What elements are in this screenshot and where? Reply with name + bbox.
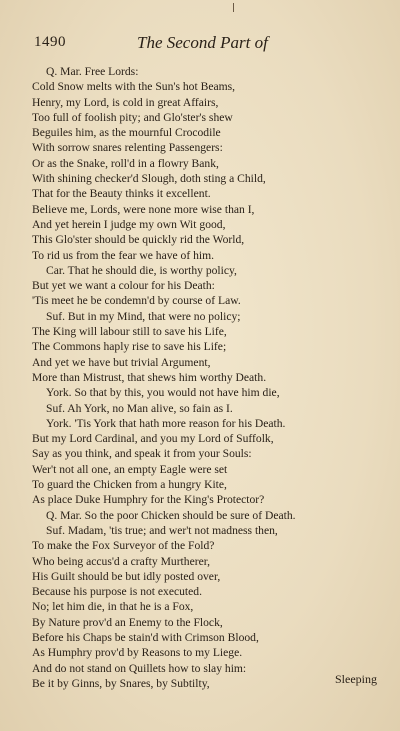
- running-head: [34, 34, 364, 54]
- text-line: That for the Beauty thinks it excellent.: [32, 187, 211, 201]
- text-line: Henry, my Lord, is cold in great Affairs,: [32, 95, 219, 109]
- text-line: Before his Chaps be stain'd with Crimson Blood,: [32, 630, 259, 644]
- text-line: To make the Fox Surveyor of the Fold?: [32, 539, 215, 553]
- text-line: Suf. Madam, 'tis true; and wer't not madness then,: [46, 523, 278, 537]
- text-line: York. So that by this, you would not have him die,: [46, 386, 280, 400]
- catchword: Sleeping: [335, 672, 377, 686]
- text-line: Or as the Snake, roll'd in a flowry Bank,: [32, 156, 219, 170]
- text-line: More than Mistrust, that shews him worthy Death.: [32, 370, 267, 384]
- text-line: His Guilt should be but idly posted over,: [32, 569, 221, 583]
- text-line: 'Tis meet he be condemn'd by course of Law.: [32, 294, 241, 308]
- running-title: The Second Part of: [137, 33, 268, 52]
- text-line: To guard the Chicken from a hungry Kite,: [32, 478, 227, 492]
- text-line: The Commons haply rise to save his Life;: [32, 340, 227, 354]
- text-line: Suf. But in my Mind, that were no policy;: [46, 309, 241, 323]
- text-line: But my Lord Cardinal, and you my Lord of Suffolk,: [32, 432, 274, 446]
- text-line: Beguiles him, as the mournful Crocodile: [32, 126, 221, 140]
- text-line: And yet we have but trivial Argument,: [32, 355, 211, 369]
- text-line: This Glo'ster should be quickly rid the World,: [32, 233, 245, 247]
- text-line: Car. That he should die, is worthy policy,: [46, 263, 237, 277]
- play-text: [32, 64, 368, 691]
- text-line: Q. Mar. Free Lords:: [46, 65, 139, 78]
- text-line: Because his purpose is not executed.: [32, 585, 202, 599]
- text-line: With sorrow snares relenting Passengers:: [32, 141, 223, 155]
- text-line: The King will labour still to save his Life,: [32, 325, 227, 339]
- text-line: No; let him die, in that he is a Fox,: [32, 600, 194, 614]
- print-mark: [233, 3, 234, 12]
- text-line: Q. Mar. So the poor Chicken should be sure of Death.: [46, 508, 296, 522]
- text-line: Be it by Ginns, by Snares, by Subtilty,: [32, 676, 210, 690]
- text-line: Who being accus'd a crafty Murtherer,: [32, 554, 211, 568]
- page-number: 1490: [34, 34, 66, 50]
- text-line: By Nature prov'd an Enemy to the Flock,: [32, 615, 223, 629]
- text-line: Say as you think, and speak it from your Souls:: [32, 447, 252, 461]
- text-line: Suf. Ah York, no Man alive, so fain as I.: [46, 401, 233, 415]
- text-line: As Humphry prov'd by Reasons to my Liege.: [32, 646, 243, 660]
- text-line: Believe me, Lords, were none more wise than I,: [32, 202, 255, 216]
- text-line: Cold Snow melts with the Sun's hot Beams,: [32, 80, 236, 94]
- text-line: Too full of foolish pity; and Glo'ster's shew: [32, 110, 233, 124]
- text-line: With shining checker'd Slough, doth sting a Child,: [32, 172, 266, 186]
- text-line: But yet we want a colour for his Death:: [32, 279, 215, 293]
- text-line: And yet herein I judge my own Wit good,: [32, 217, 226, 231]
- text-line: To rid us from the fear we have of him.: [32, 248, 215, 262]
- text-line: Wer't not all one, an empty Eagle were set: [32, 462, 228, 476]
- text-line: And do not stand on Quillets how to slay him:: [32, 661, 247, 675]
- text-line: As place Duke Humphry for the King's Protector?: [32, 493, 265, 507]
- text-line: York. 'Tis York that hath more reason for his Death.: [46, 416, 286, 430]
